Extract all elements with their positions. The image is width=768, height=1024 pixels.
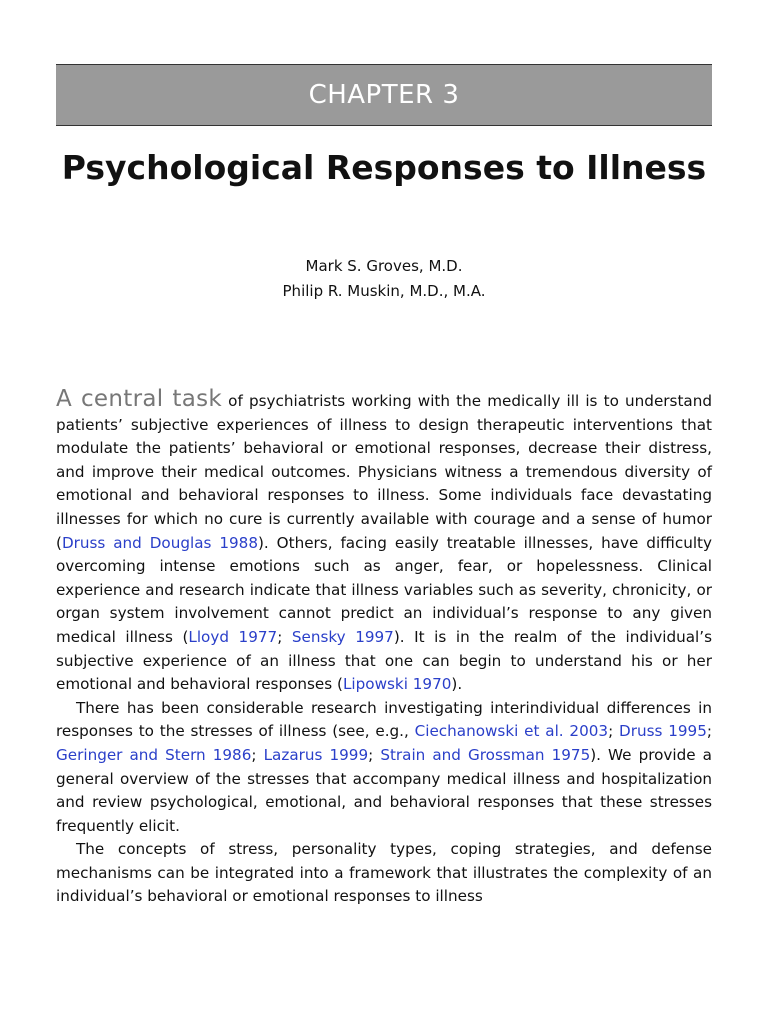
paragraph-concepts [56, 838, 712, 909]
paragraph-text: of psychiatrists working with the medically ill is to understand patients’ subjective experiences of illness to design therapeutic interventions that modulate the patients’ behavioral or emotional responses, decrease their distress, and improve their medical outcomes. Physicians witness a tremendous diversity of emotional and behavioral responses to illness. Some individuals face devastating illnesses for which no cure is currently available with courage and a sense of humor ( [56, 392, 712, 552]
author-list [56, 254, 712, 304]
paragraph-text: ; [368, 745, 381, 764]
paragraph-text: ; [277, 627, 292, 646]
citation-link[interactable]: Druss and Douglas 1988 [61, 533, 258, 552]
citation-link[interactable]: Lazarus 1999 [263, 745, 369, 764]
citation-link[interactable]: Lipowski 1970 [342, 675, 452, 694]
author-name: Philip R. Muskin, M.D., M.A. [282, 282, 486, 300]
chapter-header-bar [56, 64, 712, 126]
paragraph-text: ). It is in the realm of the individual’s subjective experience of an illness that one can begin to understand his or her emotional and behavioral responses ( [56, 627, 712, 694]
paragraph-research [56, 697, 712, 839]
citation-link[interactable]: Druss 1995 [619, 722, 707, 741]
paragraph-text: ; [608, 722, 620, 741]
chapter-body [56, 388, 712, 909]
paragraph-text: ). We provide a general overview of the stresses that accompany medical illness and hospitalization and review psychological, emotional, and behavioral responses that these stresses frequently elicit. [56, 745, 712, 835]
paragraph-intro [56, 388, 712, 697]
paragraph-text: ). [451, 675, 463, 694]
citation-link[interactable]: Sensky 1997 [291, 627, 394, 646]
author-name: Mark S. Groves, M.D. [305, 257, 463, 275]
citation-link[interactable]: Strain and Grossman 1975 [380, 745, 591, 764]
citation-link[interactable]: Lloyd 1977 [188, 627, 278, 646]
citation-link[interactable]: Ciechanowski et al. 2003 [414, 722, 609, 741]
paragraph-text: The concepts of stress, personality types, coping strategies, and defense mechanisms can be integrated into a framework that illustrates the complexity of an individual’s behavioral or emotional responses to illness [56, 840, 712, 906]
paragraph-text: ). Others, facing easily treatable illnesses, have difficulty overcoming intense emotions such as anger, fear, or hopelessness. Clinical experience and research indicate that illness variables such as severity, chronicity, or organ system involvement cannot predict an individual’s response to any given medical illness ( [56, 533, 712, 646]
lead-in-text: A central task [56, 386, 222, 412]
chapter-title: Psychological Responses to Illness [61, 148, 707, 187]
paragraph-text: There has been considerable research investigating interindividual differences in responses to the stresses of illness (see, e.g., [56, 698, 712, 741]
paragraph-text: ; [251, 745, 264, 764]
paragraph-text: ; [706, 722, 713, 741]
chapter-label: CHAPTER 3 [308, 80, 460, 110]
citation-link[interactable]: Geringer and Stern 1986 [56, 745, 252, 764]
